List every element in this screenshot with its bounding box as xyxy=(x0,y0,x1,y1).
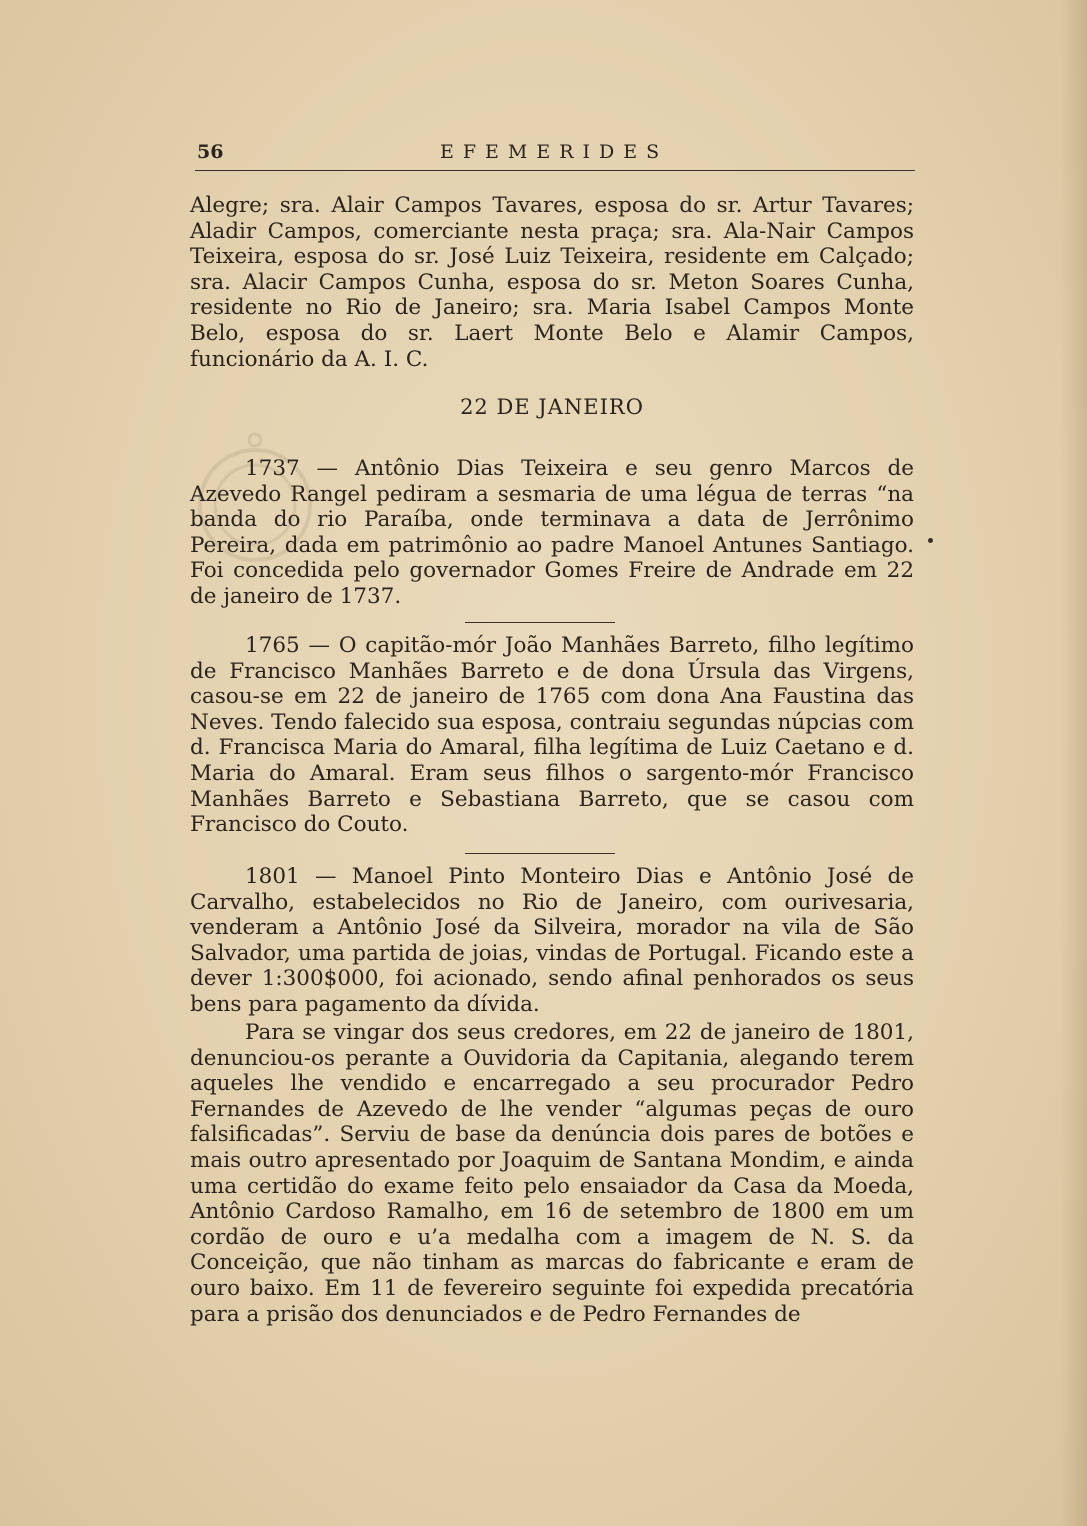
ink-spot xyxy=(928,538,933,543)
entry-1801-continued: Para se vingar dos seus credores, em 22 de janeiro de 1801, denunciou-os perante a Ouvidoria da Capitania, alegando terem aqueles lhe vendido e encarregado a seu procurador Pedro Fernandes de Azevedo de lhe vender “algumas peças de ouro falsificadas”. Serviu de base da denúncia dois pares de botões e mais outro apresentado por Joaquim de Santana Mondim, e ainda uma certidão do exame feito pelo ensaiador da Casa da Moeda, Antônio Cardoso Ramalho, em 16 de setembro de 1800 em um cordão de ouro e u’a medalha com a imagem de N. S. da Conceição, que não tinham as marcas do fabricante e eram de ouro baixo. Em 11 de fevereiro seguinte foi expedida precatória para a prisão dos denunciados e de Pedro Fernandes de xyxy=(190,1020,914,1327)
section-heading: 22 DE JANEIRO xyxy=(460,395,644,419)
separator-rule xyxy=(465,622,615,623)
entry-1765: 1765 — O capitão-mór João Manhães Barreto, filho legítimo de Francisco Manhães Barreto e de dona Úrsula das Virgens, casou-se em 22 de janeiro de 1765 com dona Ana Faustina das Neves. Tendo falecido sua esposa, contraiu segundas núpcias com d. Francisca Maria do Amaral, filha legítima de Luiz Caetano e d. Maria do Amaral. Eram seus filhos o sargento-mór Francisco Manhães Barreto e Sebastiana Barreto, que se casou com Francisco do Couto. xyxy=(190,633,914,838)
entry-1737: 1737 — Antônio Dias Teixeira e seu genro Marcos de Azevedo Rangel pediram a sesmaria de uma légua de terras “na banda do rio Paraíba, onde terminava a data de Jerrônimo Pereira, dada em patrimônio ao padre Manoel Antunes Santiago. Foi concedida pelo governador Gomes Freire de Andrade em 22 de janeiro de 1737. xyxy=(190,456,914,609)
paragraph-intro: Alegre; sra. Alair Campos Tavares, esposa do sr. Artur Tavares; Aladir Campos, comerciante nesta praça; sra. Ala-Nair Campos Teixeira, esposa do sr. José Luiz Teixeira, residente em Calçado; sra. Alacir Campos Cunha, esposa do sr. Meton Soares Cunha, residente no Rio de Janeiro; sra. Maria Isabel Campos Monte Belo, esposa do sr. Laert Monte Belo e Alamir Campos, funcionário da A. I. C. xyxy=(190,193,914,372)
entry-1801: 1801 — Manoel Pinto Monteiro Dias e Antônio José de Carvalho, estabelecidos no Rio de Janeiro, com ourivesaria, venderam a Antônio José da Silveira, morador na vila de São Salvador, uma partida de joias, vindas de Portugal. Ficando este a dever 1:300$000, foi acionado, sendo afinal penhorados os seus bens para pagamento da dívida. xyxy=(190,864,914,1017)
page-number: 56 xyxy=(197,141,224,163)
running-title: EFEMERIDES xyxy=(440,141,669,163)
page-header xyxy=(195,140,915,171)
separator-rule xyxy=(465,853,615,854)
